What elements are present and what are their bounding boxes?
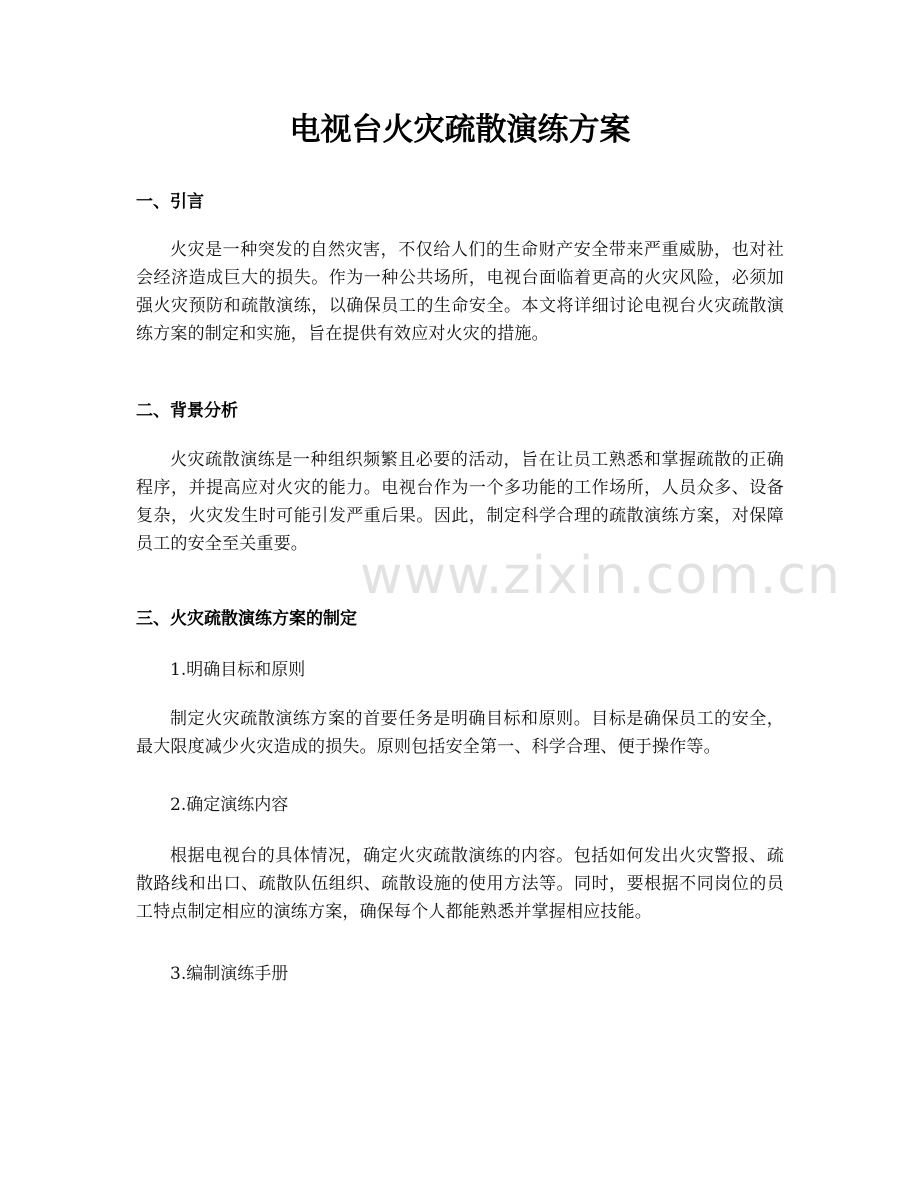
document-title: 电视台火灾疏散演练方案 — [289, 112, 631, 148]
section-heading-introduction: 一、引言 — [136, 192, 204, 212]
subsection-title-1: 1.明确目标和原则 — [170, 660, 306, 680]
section-heading-plan: 三、火灾疏散演练方案的制定 — [136, 609, 357, 629]
subsection-paragraph-1: 制定火灾疏散演练方案的首要任务是明确目标和原则。目标是确保员工的安全，最大限度减少火灾造成的损失。原则包括安全第一、科学合理、便于操作等。 — [136, 709, 784, 757]
section-paragraph-introduction: 火灾是一种突发的自然灾害，不仅给人们的生命财产安全带来严重威胁，也对社会经济造成巨大的损失。作为一种公共场所，电视台面临着更高的火灾风险，必须加强火灾预防和疏散演练，以确保员工的生命安全。本文将详细讨论电视台火灾疏散演练方案的制定和实施，旨在提供有效应对火灾的措施。 — [136, 240, 784, 344]
section-heading-background: 二、背景分析 — [136, 401, 238, 421]
subsection-title-3: 3.编制演练手册 — [170, 964, 289, 984]
watermark: www.zixin.com.cn — [360, 546, 841, 606]
subsection-paragraph-2: 根据电视台的具体情况，确定火灾疏散演练的内容。包括如何发出火灾警报、疏散路线和出口、疏散队伍组织、疏散设施的使用方法等。同时，要根据不同岗位的员工特点制定相应的演练方案，确保每个人都能熟悉并掌握相应技能。 — [136, 846, 784, 922]
section-paragraph-background: 火灾疏散演练是一种组织频繁且必要的活动，旨在让员工熟悉和掌握疏散的正确程序，并提高应对火灾的能力。电视台作为一个多功能的工作场所，人员众多、设备复杂，火灾发生时可能引发严重后果。因此，制定科学合理的疏散演练方案，对保障员工的安全至关重要。 — [136, 450, 784, 554]
subsection-title-2: 2.确定演练内容 — [170, 795, 289, 815]
